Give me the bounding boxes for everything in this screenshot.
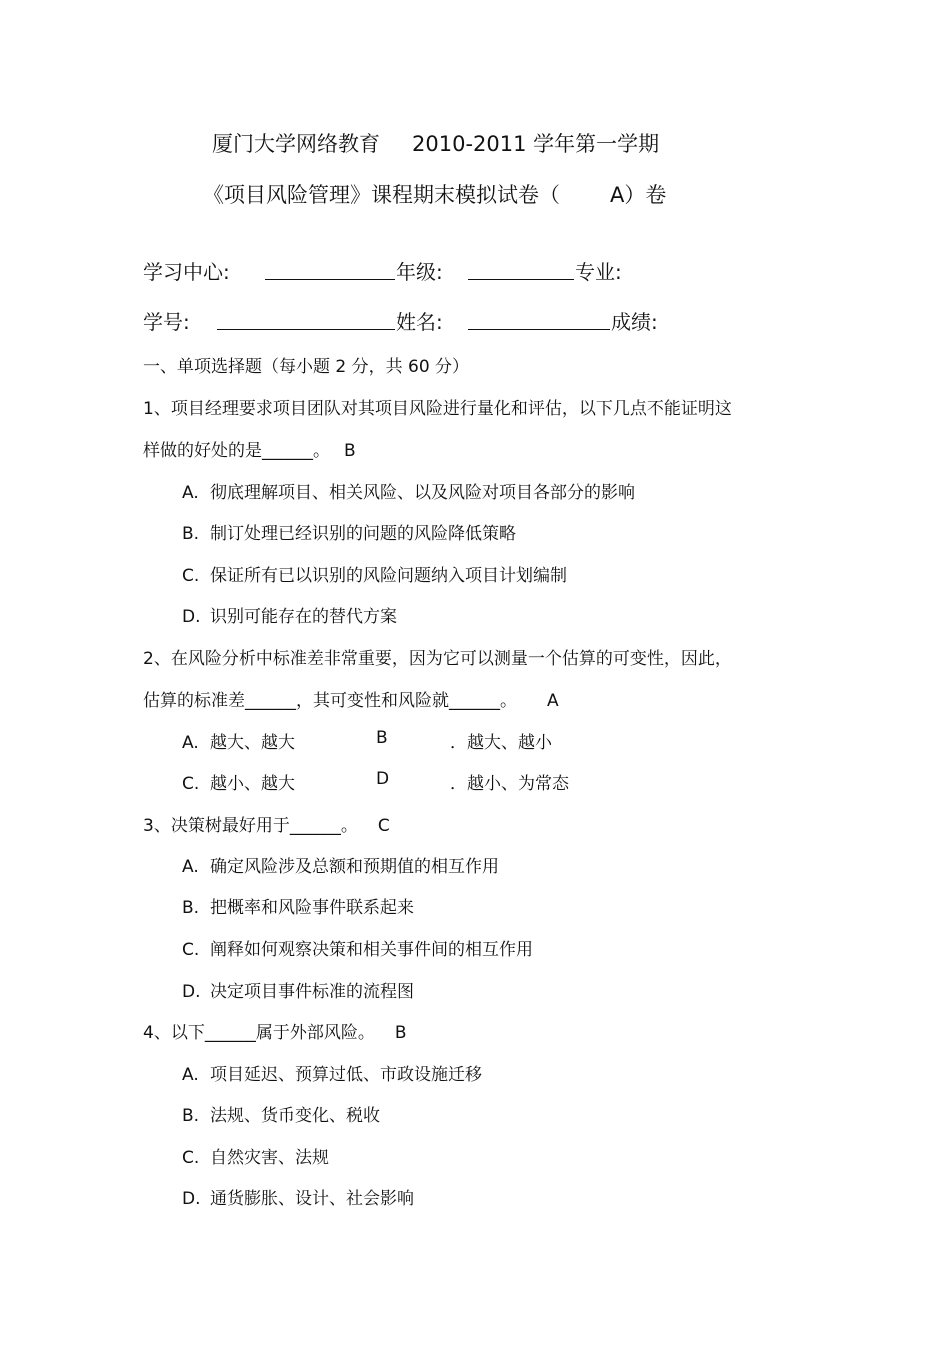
question-1-line2: 样做的好处的是______。 B	[143, 441, 356, 461]
section-heading: 一、单项选择题（每小题 2 分，共 60 分）	[143, 357, 470, 377]
question-2-answer: A	[547, 691, 559, 711]
question-3-option-b: B. 把概率和风险事件联系起来	[182, 898, 414, 918]
question-2-option-a-letter: A.	[182, 733, 199, 753]
question-1-option-b: B. 制订处理已经识别的问题的风险降低策略	[182, 524, 516, 544]
question-3-option-d: D. 决定项目事件标准的流程图	[182, 982, 414, 1002]
study-center-label: 学习中心:	[143, 260, 230, 284]
course-exam-title: 《项目风险管理》课程期末模拟试卷（	[203, 183, 560, 207]
question-2-option-c-letter: C.	[182, 774, 200, 794]
paper-version: A）卷	[610, 183, 667, 207]
question-3-line1: 3、决策树最好用于______。 C	[143, 816, 390, 836]
major-label: 专业:	[575, 260, 622, 284]
question-4-answer: B	[394, 1023, 407, 1043]
question-2-options-row2	[182, 769, 602, 793]
question-4-option-d: D. 通货膨胀、设计、社会影响	[182, 1189, 414, 1209]
student-id-label: 学号:	[143, 310, 190, 334]
study-center-blank	[265, 279, 395, 280]
question-2-line2: 估算的标准差______，其可变性和风险就______。 A	[143, 691, 559, 711]
grade-blank	[468, 279, 574, 280]
question-2-option-b-text: ．越大、越小	[450, 733, 552, 753]
question-1-answer: B	[344, 441, 356, 461]
question-1-option-a: A. 彻底理解项目、相关风险、以及风险对项目各部分的影响	[182, 483, 635, 503]
question-4-line1: 4、以下______属于外部风险。 B	[143, 1023, 407, 1043]
student-id-blank	[217, 329, 395, 330]
question-2-option-c-text: 越小、越大	[210, 774, 295, 794]
question-1-option-d: D. 识别可能存在的替代方案	[182, 607, 397, 627]
question-2-option-d-letter: D	[376, 769, 390, 789]
question-3-option-c: C. 阐释如何观察决策和相关事件间的相互作用	[182, 940, 533, 960]
institution-name: 厦门大学网络教育	[212, 132, 380, 156]
question-1-line1: 1、项目经理要求项目团队对其项目风险进行量化和评估，以下几点不能证明这	[143, 399, 732, 419]
question-4-option-a: A. 项目延迟、预算过低、市政设施迁移	[182, 1065, 482, 1085]
question-4-option-b: B. 法规、货币变化、税收	[182, 1106, 380, 1126]
name-blank	[468, 329, 610, 330]
question-2-option-a-text: 越大、越大	[210, 733, 295, 753]
question-2-option-d-text: ．越小、为常态	[450, 774, 569, 794]
question-2-line1: 2、在风险分析中标准差非常重要，因为它可以测量一个估算的可变性，因此，	[143, 649, 732, 669]
name-label: 姓名:	[396, 310, 443, 334]
exam-title-line1	[212, 128, 659, 158]
question-2-option-b-letter: B	[376, 728, 388, 748]
question-2-options-row1	[182, 728, 602, 752]
question-3-answer: C	[377, 816, 390, 836]
question-1-option-c: C. 保证所有已以识别的风险问题纳入项目计划编制	[182, 566, 567, 586]
grade-label: 年级:	[396, 260, 443, 284]
academic-term: 2010-2011 学年第一学期	[412, 132, 660, 156]
question-3-option-a: A. 确定风险涉及总额和预期值的相互作用	[182, 857, 499, 877]
exam-title-line2	[203, 179, 666, 209]
question-4-option-c: C. 自然灾害、法规	[182, 1148, 329, 1168]
score-label: 成绩:	[611, 310, 658, 334]
